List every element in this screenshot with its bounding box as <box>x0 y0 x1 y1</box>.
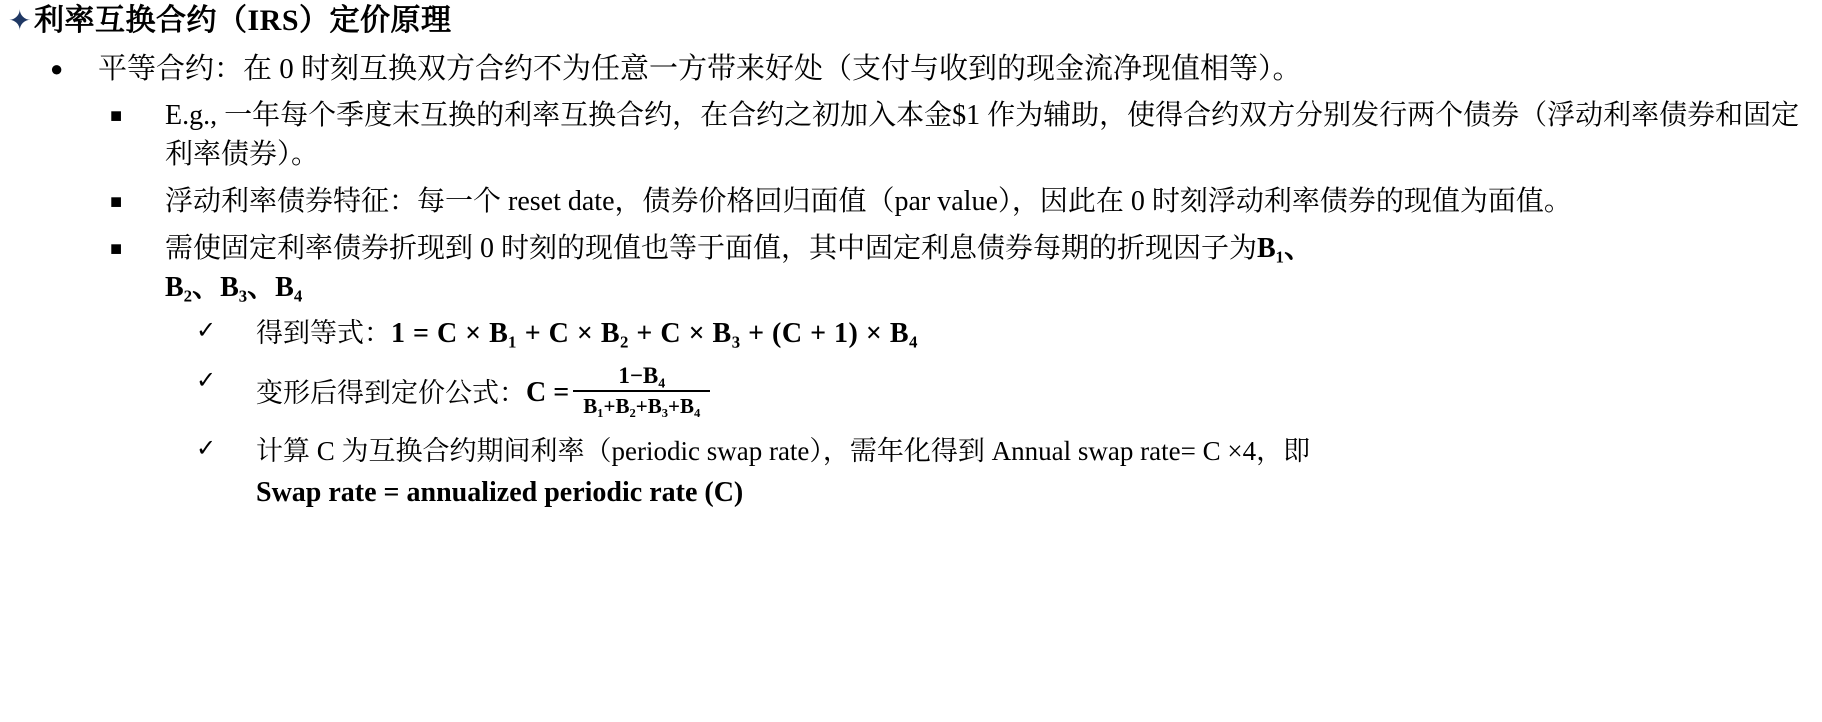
level3-row <box>0 183 1822 221</box>
square-bullet-icon: ■ <box>110 238 123 261</box>
level4-row-equation <box>0 315 1822 353</box>
swap-rate-note: 计算 C 为互换合约期间利率（periodic swap rate），需年化得到 Annual swap rate= C ×4，即 <box>256 436 1311 467</box>
discount-factor-b1: B₁、 <box>1257 233 1313 265</box>
square-bullet-icon: ■ <box>110 105 123 128</box>
level3-row-math <box>0 230 1822 307</box>
slide-title-row <box>0 2 1822 40</box>
page-title: 利率互换合约（IRS）定价原理 <box>34 4 452 37</box>
level2-row <box>0 51 1822 89</box>
level3-row <box>0 97 1822 174</box>
diamond-bullet-icon: ✦ <box>8 6 32 37</box>
level4-row-formula <box>0 362 1822 422</box>
slide-canvas <box>0 2 1822 722</box>
pricing-fraction <box>573 363 710 420</box>
formula-lhs: C = <box>526 377 570 409</box>
fraction-numerator: 1−B₄ <box>618 362 666 388</box>
level3-text: 浮动利率债券特征：每一个 reset date，债券价格回归面值（par value），因此在 0 时刻浮动利率债券的现值为面值。 <box>165 185 1572 217</box>
swap-rate-definition: Swap rate = annualized periodic rate (C) <box>256 476 744 508</box>
level3-math-text <box>165 230 1822 307</box>
check-bullet-icon: ✓ <box>196 317 217 344</box>
circle-bullet-icon: ● <box>50 55 64 81</box>
equation-label: 得到等式： <box>256 317 391 348</box>
level3-text: E.g., 一年每个季度末互换的利率互换合约，在合约之初加入本金$1 作为辅助，使得合约双方分别发行两个债券（浮动利率债券和固定利率债券）。 <box>165 100 1800 170</box>
level4-row-note <box>0 433 1822 511</box>
equation-expression: 1 = C × B₁ + C × B₂ + C × B₃ + (C + 1) × B₄ <box>391 317 918 349</box>
level2-text: 平等合约：在 0 时刻互换双方合约不为任意一方带来好处（支付与收到的现金流净现值相等）。 <box>98 52 1302 85</box>
square-bullet-icon: ■ <box>110 190 123 213</box>
check-bullet-icon: ✓ <box>196 436 217 463</box>
formula-label: 变形后得到定价公式： <box>256 377 526 408</box>
check-bullet-icon: ✓ <box>196 367 217 394</box>
level3-math-prefix: 需使固定利率债券折现到 0 时刻的现值也等于面值，其中固定利息债券每期的折现因子为 <box>165 233 1258 265</box>
discount-factor-list: B₂、B₃、B₄ <box>165 271 303 303</box>
fraction-denominator: B₁+B₂+B₃+B₄ <box>573 390 710 419</box>
